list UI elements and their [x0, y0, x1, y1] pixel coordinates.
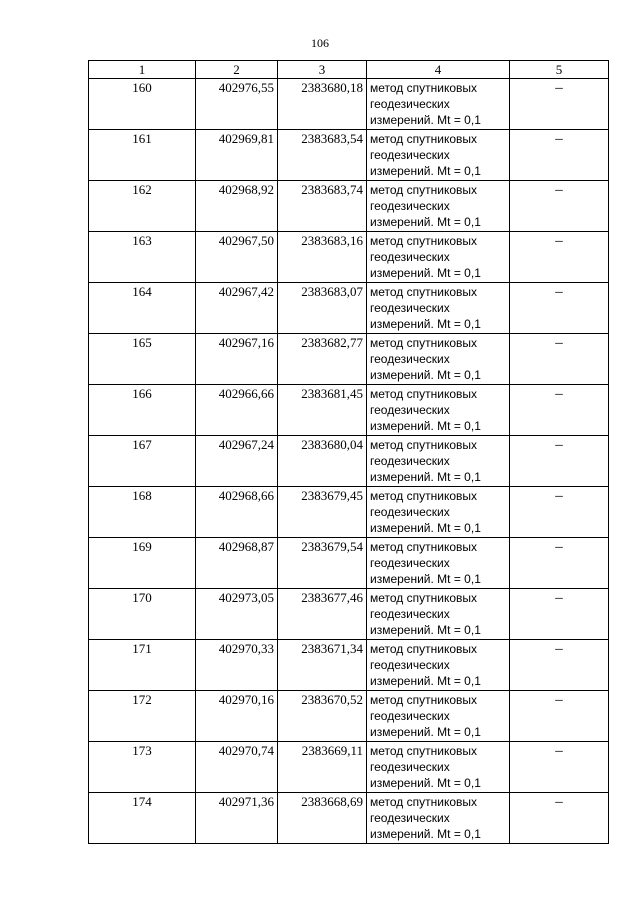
table-row	[89, 130, 609, 181]
method-line: геодезических	[370, 301, 450, 315]
method-line: измерений. Mt = 0,1	[370, 725, 481, 739]
table-row	[89, 385, 609, 436]
table-row	[89, 334, 609, 385]
x-coordinate-cell: 402969,81	[196, 130, 278, 181]
method-line: метод спутниковых	[370, 132, 478, 146]
table-row	[89, 487, 609, 538]
point-number-cell: 164	[89, 283, 196, 334]
method-line: измерений. Mt = 0,1	[370, 572, 481, 586]
method-line: измерений. Mt = 0,1	[370, 674, 481, 688]
method-cell	[367, 334, 510, 385]
method-line: геодезических	[370, 454, 450, 468]
method-line: геодезических	[370, 199, 450, 213]
method-cell	[367, 589, 510, 640]
table-row	[89, 742, 609, 793]
table-row	[89, 589, 609, 640]
point-number-cell: 162	[89, 181, 196, 232]
method-line: метод спутниковых	[370, 693, 478, 707]
method-line: метод спутниковых	[370, 591, 478, 605]
y-coordinate-cell: 2383668,69	[278, 793, 367, 844]
point-number-cell: 166	[89, 385, 196, 436]
note-cell: –	[510, 793, 609, 844]
x-coordinate-cell: 402971,36	[196, 793, 278, 844]
point-number-cell: 172	[89, 691, 196, 742]
method-line: измерений. Mt = 0,1	[370, 113, 481, 127]
method-line: метод спутниковых	[370, 744, 478, 758]
method-line: измерений. Mt = 0,1	[370, 521, 481, 535]
point-number-cell: 174	[89, 793, 196, 844]
table-row	[89, 793, 609, 844]
table-row	[89, 436, 609, 487]
note-cell: –	[510, 385, 609, 436]
table-row	[89, 232, 609, 283]
method-line: измерений. Mt = 0,1	[370, 317, 481, 331]
y-coordinate-cell: 2383677,46	[278, 589, 367, 640]
y-coordinate-cell: 2383671,34	[278, 640, 367, 691]
x-coordinate-cell: 402966,66	[196, 385, 278, 436]
method-line: метод спутниковых	[370, 795, 478, 809]
x-coordinate-cell: 402976,55	[196, 79, 278, 130]
x-coordinate-cell: 402970,74	[196, 742, 278, 793]
method-cell	[367, 181, 510, 232]
method-line: геодезических	[370, 658, 450, 672]
column-header-1: 1	[89, 61, 196, 79]
method-line: измерений. Mt = 0,1	[370, 623, 481, 637]
method-line: измерений. Mt = 0,1	[370, 215, 481, 229]
method-line: измерений. Mt = 0,1	[370, 368, 481, 382]
y-coordinate-cell: 2383683,16	[278, 232, 367, 283]
x-coordinate-cell: 402967,50	[196, 232, 278, 283]
method-cell	[367, 640, 510, 691]
table-row	[89, 283, 609, 334]
x-coordinate-cell: 402970,16	[196, 691, 278, 742]
point-number-cell: 168	[89, 487, 196, 538]
note-cell: –	[510, 436, 609, 487]
y-coordinate-cell: 2383683,07	[278, 283, 367, 334]
method-cell	[367, 793, 510, 844]
point-number-cell: 169	[89, 538, 196, 589]
table-row	[89, 538, 609, 589]
method-line: геодезических	[370, 148, 450, 162]
note-cell: –	[510, 487, 609, 538]
y-coordinate-cell: 2383683,74	[278, 181, 367, 232]
point-number-cell: 170	[89, 589, 196, 640]
note-cell: –	[510, 79, 609, 130]
method-line: геодезических	[370, 250, 450, 264]
method-line: метод спутниковых	[370, 489, 478, 503]
note-cell: –	[510, 589, 609, 640]
method-line: метод спутниковых	[370, 387, 478, 401]
y-coordinate-cell: 2383681,45	[278, 385, 367, 436]
method-line: измерений. Mt = 0,1	[370, 164, 481, 178]
point-number-cell: 173	[89, 742, 196, 793]
method-cell	[367, 691, 510, 742]
table-body	[89, 79, 609, 844]
x-coordinate-cell: 402967,24	[196, 436, 278, 487]
method-line: метод спутниковых	[370, 285, 478, 299]
method-line: метод спутниковых	[370, 438, 478, 452]
method-cell	[367, 742, 510, 793]
note-cell: –	[510, 691, 609, 742]
method-cell	[367, 79, 510, 130]
method-line: метод спутниковых	[370, 336, 478, 350]
x-coordinate-cell: 402968,92	[196, 181, 278, 232]
method-cell	[367, 232, 510, 283]
y-coordinate-cell: 2383679,45	[278, 487, 367, 538]
method-line: геодезических	[370, 607, 450, 621]
table-row	[89, 181, 609, 232]
y-coordinate-cell: 2383680,04	[278, 436, 367, 487]
note-cell: –	[510, 640, 609, 691]
column-header-2: 2	[196, 61, 278, 79]
method-line: геодезических	[370, 352, 450, 366]
method-line: геодезических	[370, 97, 450, 111]
method-line: геодезических	[370, 403, 450, 417]
method-line: измерений. Mt = 0,1	[370, 419, 481, 433]
method-cell	[367, 385, 510, 436]
method-line: геодезических	[370, 709, 450, 723]
note-cell: –	[510, 232, 609, 283]
method-line: геодезических	[370, 556, 450, 570]
method-line: метод спутниковых	[370, 183, 478, 197]
method-line: измерений. Mt = 0,1	[370, 776, 481, 790]
y-coordinate-cell: 2383669,11	[278, 742, 367, 793]
method-line: метод спутниковых	[370, 642, 478, 656]
point-number-cell: 160	[89, 79, 196, 130]
table-row	[89, 640, 609, 691]
x-coordinate-cell: 402967,16	[196, 334, 278, 385]
y-coordinate-cell: 2383680,18	[278, 79, 367, 130]
x-coordinate-cell: 402967,42	[196, 283, 278, 334]
method-cell	[367, 487, 510, 538]
method-line: геодезических	[370, 760, 450, 774]
method-line: измерений. Mt = 0,1	[370, 827, 481, 841]
method-cell	[367, 283, 510, 334]
method-line: геодезических	[370, 811, 450, 825]
method-line: метод спутниковых	[370, 234, 478, 248]
x-coordinate-cell: 402970,33	[196, 640, 278, 691]
method-line: метод спутниковых	[370, 81, 478, 95]
y-coordinate-cell: 2383682,77	[278, 334, 367, 385]
note-cell: –	[510, 283, 609, 334]
method-line: измерений. Mt = 0,1	[370, 266, 481, 280]
y-coordinate-cell: 2383683,54	[278, 130, 367, 181]
note-cell: –	[510, 334, 609, 385]
table-row	[89, 691, 609, 742]
column-header-5: 5	[510, 61, 609, 79]
table-header	[89, 61, 609, 79]
note-cell: –	[510, 130, 609, 181]
point-number-cell: 167	[89, 436, 196, 487]
column-header-4: 4	[367, 61, 510, 79]
coordinates-table	[88, 60, 609, 844]
x-coordinate-cell: 402968,87	[196, 538, 278, 589]
x-coordinate-cell: 402968,66	[196, 487, 278, 538]
y-coordinate-cell: 2383670,52	[278, 691, 367, 742]
method-cell	[367, 538, 510, 589]
x-coordinate-cell: 402973,05	[196, 589, 278, 640]
point-number-cell: 161	[89, 130, 196, 181]
point-number-cell: 165	[89, 334, 196, 385]
page-number: 106	[311, 36, 329, 50]
note-cell: –	[510, 742, 609, 793]
note-cell: –	[510, 181, 609, 232]
point-number-cell: 163	[89, 232, 196, 283]
point-number-cell: 171	[89, 640, 196, 691]
column-header-3: 3	[278, 61, 367, 79]
method-cell	[367, 130, 510, 181]
method-line: метод спутниковых	[370, 540, 478, 554]
method-cell	[367, 436, 510, 487]
method-line: геодезических	[370, 505, 450, 519]
note-cell: –	[510, 538, 609, 589]
table-row	[89, 79, 609, 130]
method-line: измерений. Mt = 0,1	[370, 470, 481, 484]
y-coordinate-cell: 2383679,54	[278, 538, 367, 589]
header-row	[89, 61, 609, 79]
